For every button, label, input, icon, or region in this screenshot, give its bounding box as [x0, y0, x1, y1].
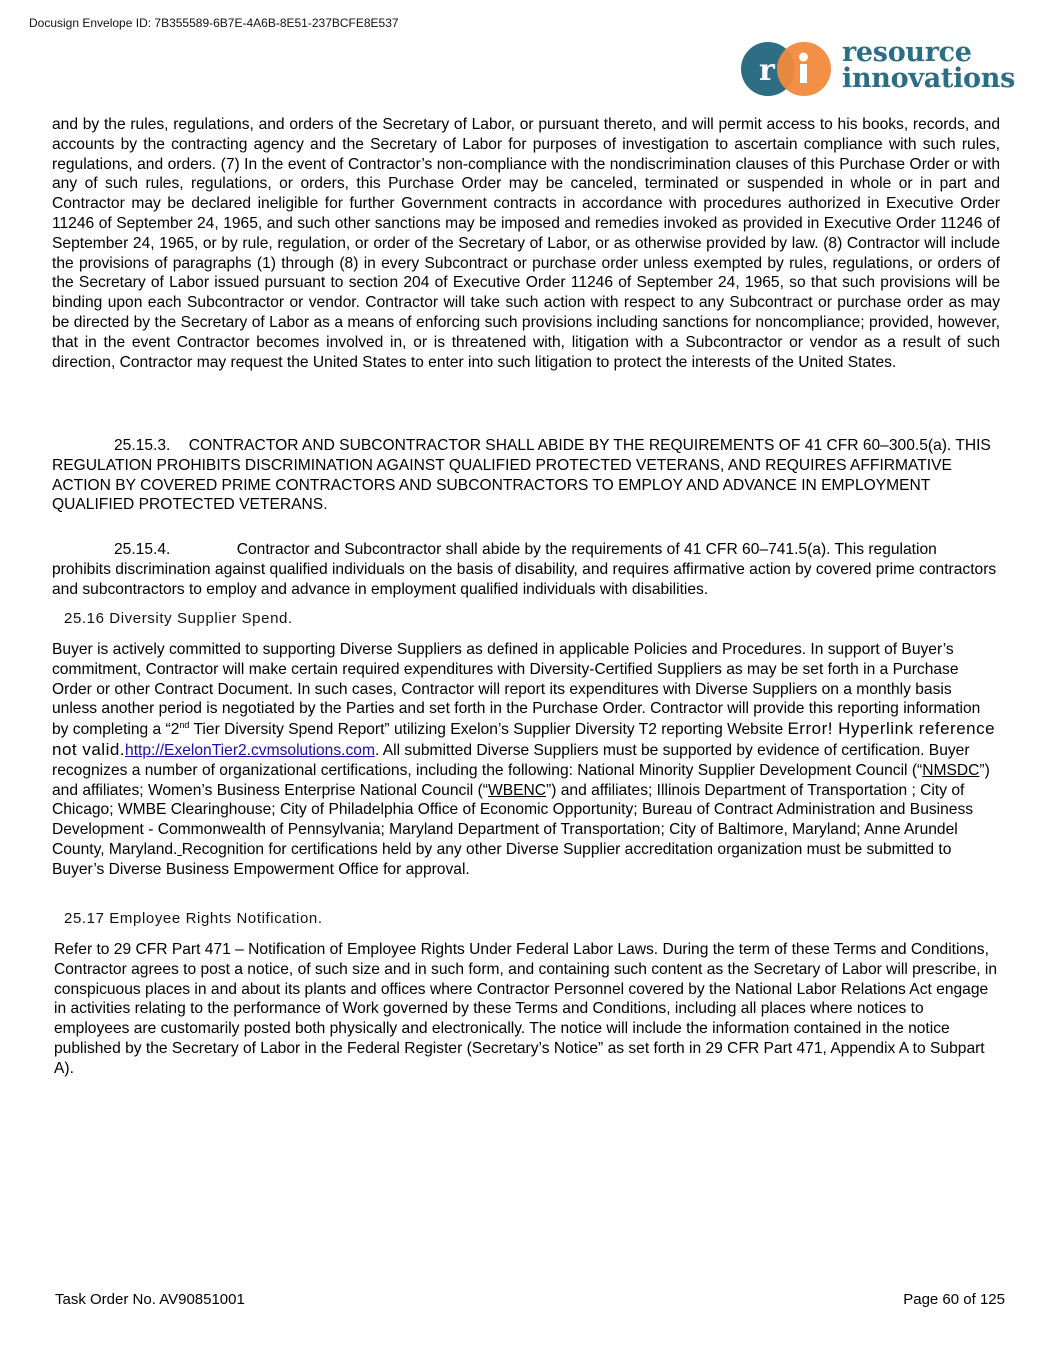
diversity-text-d: ”) and affiliates; Women’s Business Enterprise National Council (“ — [52, 761, 990, 799]
section-25-15-4 — [52, 540, 1000, 599]
section-25-15-3 — [52, 436, 1000, 515]
superscript-nd: nd — [179, 720, 190, 731]
ri-logo-mark-icon — [740, 40, 836, 98]
hyperlink-error-text: Error! Hyperlink reference not valid. — [52, 719, 996, 759]
section-25-16-heading: 25.16 Diversity Supplier Spend. — [64, 610, 293, 627]
footer-task-order: Task Order No. AV90851001 — [55, 1291, 245, 1308]
section-25-16-body — [52, 640, 1000, 880]
diversity-text-e: ”) and affiliates; Illinois Department of Transportation ; City of Chicago; WMBE Clearinghouse; City of Philadelphia Office of Economic Opportunity; Bureau of Contract Administration and Business Development - Commonwealth of Pennsylvania; Maryland Department of Transportation; City of Baltimore, Maryland; Anne Arundel County, Maryland. — [52, 781, 974, 858]
diversity-text-f: Recognition for certifications held by any other Diverse Supplier accreditation organization must be submitted to Buyer’s Diverse Business Empowerment Office for approval. — [52, 840, 952, 878]
logo-wordmark — [842, 37, 1015, 94]
wbenc-abbrev: WBENC — [487, 781, 547, 799]
section-25-17-heading: 25.17 Employee Rights Notification. — [64, 910, 323, 927]
paragraph-nondiscrimination-continuation: and by the rules, regulations, and orders of the Secretary of Labor, or pursuant thereto, and will permit access to his books, records, and accounts by the contracting agency and the Secretary of Labor for purposes of investigation to ascertain compliance with such rules, regulations, and orders. (7) In the event of Contractor’s non-compliance with the nondiscrimination clauses of this Purchase Order or with any of such rules, regulations, or orders, this Purchase Order may be canceled, terminated or suspended in whole or in part and Contractor may be declared ineligible for further Government contracts in accordance with procedures authorized in Executive Order 11246 of September 24, 1965, and such other sanctions may be imposed and remedies invoked as provided in Executive Order 11246 of September 24, 1965, or by rule, regulation, or order of the Secretary of Labor, or as otherwise provided by law. (8) Contractor will include the provisions of paragraphs (1) through (8) in every Subcontract or purchase order unless exempted by rules, regulations, or orders of the Secretary of Labor issued pursuant to section 204 of Executive Order 11246 of September 24, 1965, so that such provisions will be binding upon each Subcontractor or vendor. Contractor will take such action with respect to any Subcontract or purchase order as may be directed by the Secretary of Labor as a means of enforcing such provisions including sanctions for noncompliance; provided, however, that in the event Contractor becomes involved in, or is threatened with, litigation with a Subcontractor or vendor as a result of such direction, Contractor may request the United States to enter into such litigation to protect the interests of the United States. — [52, 116, 1000, 371]
resource-innovations-logo — [740, 37, 1015, 98]
exelon-tier2-link[interactable]: http://ExelonTier2.cvmsolutions.com — [125, 741, 375, 759]
section-25-15-3-number: 25.15.3. — [114, 437, 171, 454]
footer-page-number: Page 60 of 125 — [903, 1291, 1005, 1308]
diversity-text-a: Buyer is actively committed to supporting Diverse Suppliers as defined in applicable Policies and Procedures. In support of Buyer’s commitment, Contractor will make certain required expenditures with Diversity-Certified Suppliers as may be set forth in a Purchase Order or other Contract Document. In such cases, Contractor will report its expenditures with Diverse Suppliers on a monthly basis unless another period is negotiated by the Parties and set forth in the Purchase Order. Contractor will provide this reporting information by completing a “2 — [52, 641, 981, 739]
section-25-15-4-number: 25.15.4. — [114, 541, 171, 558]
diversity-text-c: . All submitted Diverse Suppliers must be supported by evidence of certification. Buyer recognizes a number of organizational certifications, including the following: National Minority Supplier Development Council (“ — [52, 741, 970, 779]
logo-line-2: innovations — [842, 63, 1015, 94]
nmsdc-abbrev: NMSDC — [922, 761, 980, 779]
section-25-15-3-text: CONTRACTOR AND SUBCONTRACTOR SHALL ABIDE BY THE REQUIREMENTS OF 41 CFR 60–300.5(a). THIS REGULATION PROHIBITS DISCRIMINATION AGAINST QUALIFIED PROTECTED VETERANS, AND REQUIRES AFFIRMATIVE ACTION BY COVERED PRIME CONTRACTORS AND SUBCONTRACTORS TO EMPLOY AND ADVANCE IN EMPLOYMENT QUALIFIED PROTECTED VETERANS. — [52, 437, 991, 514]
section-25-15-4-text: Contractor and Subcontractor shall abide by the requirements of 41 CFR 60–741.5(a). This regulation prohibits discrimination against qualified individuals on the basis of disability, and requires affirmative action by covered prime contractors and subcontractors to employ and advance in employment qualified individuals with disabilities. — [52, 541, 997, 598]
diversity-text-b: Tier Diversity Spend Report” utilizing Exelon’s Supplier Diversity T2 reporting Website — [189, 721, 788, 739]
logo-line-1: resource — [842, 37, 972, 68]
svg-text:r: r — [759, 53, 775, 88]
section-25-17-body: Refer to 29 CFR Part 471 – Notification of Employee Rights Under Federal Labor Laws. During the term of these Terms and Conditions, Contractor agrees to post a notice, of such size and in such form, and containing such content as the Secretary of Labor will prescribe, in conspicuous places in and about its plants and offices where Contractor Personnel covered by the National Labor Relations Act engage in activities relating to the performance of Work governed by these Terms and Conditions, including all places where notices to employees are customarily posted both physically and electronically. The notice will include the information contained in the notice published by the Secretary of Labor in the Federal Register (Secretary’s Notice” as set forth in 29 CFR Part 471, Appendix A to Subpart A). — [54, 941, 998, 1077]
envelope-id: Docusign Envelope ID: 7B355589-6B7E-4A6B-8E51-237BCFE8E537 — [29, 16, 399, 30]
